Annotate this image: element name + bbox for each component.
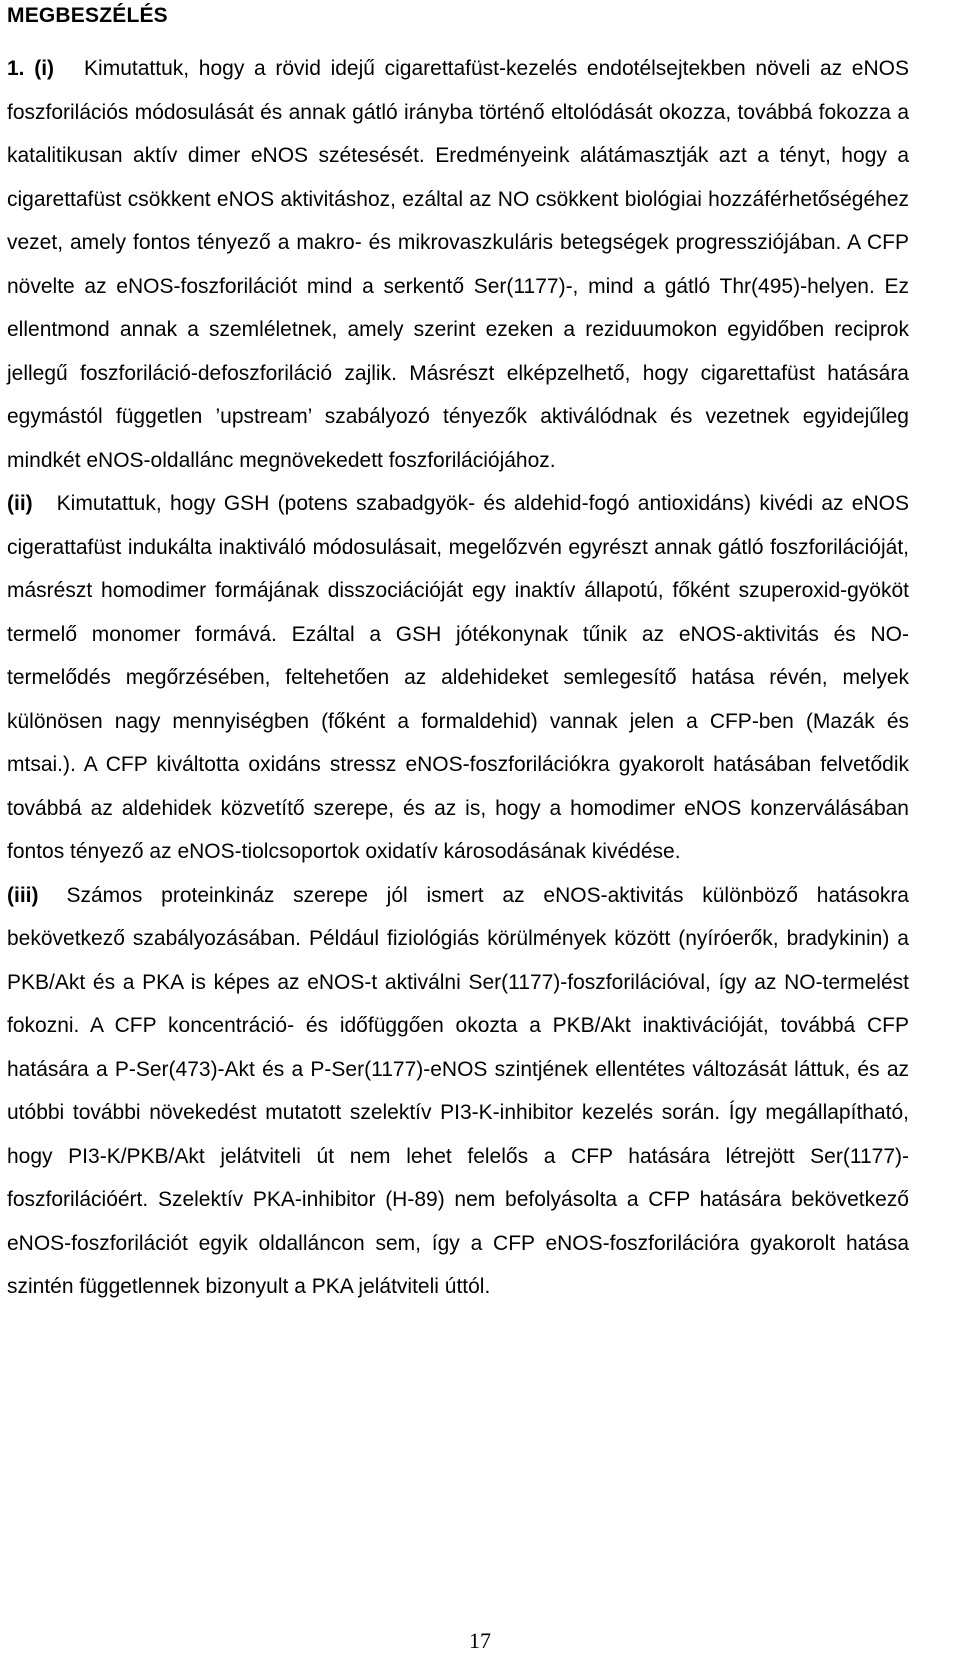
paragraph-text-ii: Kimutattuk, hogy GSH (potens szabadgyök- és aldehid-fogó antioxidáns) kivédi az eNOS cigerattafüst indukálta inaktiváló módosulásait, megelőzvén egyrészt annak gátló foszforilációját, másrészt homodimer formájának disszociációját egy inaktív állapotú, főként szuperoxid-gyököt termelő monomer formává. Ezáltal a GSH jótékonynak tűnik az eNOS-aktivitás és NO-termelődés megőrzésében, feltehetően az aldehideket semlegesítő hatása révén, melyek különösen nagy mennyiségben (főként a formaldehid) vannak jelen a CFP-ben (Mazák és mtsai.). A CFP kiváltotta oxidáns stressz eNOS-foszforilációkra gyakorolt hatásában felvetődik továbbá az aldehidek közvetítő szerepe, és az is, hogy a homodimer eNOS konzerválásában fontos tényező az eNOS-tiolcsoportok oxidatív károsodásának kivédése.: [7, 492, 909, 863]
section-heading: MEGBESZÉLÉS: [7, 4, 168, 27]
paragraph-iii: [7, 874, 909, 1309]
paragraph-marker-iii: (iii): [7, 883, 39, 907]
section-number: 1.: [7, 57, 25, 80]
paragraph-i: [7, 47, 909, 482]
paragraph-marker-i: (i): [34, 57, 55, 80]
paragraph-marker-ii: (ii): [7, 492, 33, 515]
paragraph-text-iii: Számos proteinkináz szerepe jól ismert az eNOS-aktivitás különböző hatásokra bekövetkező szabályozásában. Például fiziológiás körülmények között (nyíróerők, bradykinin) a PKB/Akt és a PKA is képes az eNOS-t aktiválni Ser(1177)-foszforilációval, így az NO-termelést fokozni. A CFP koncentráció- és időfüggően okozta a PKB/Akt inaktivációját, továbbá CFP hatására a P-Ser(473)-Akt és a P-Ser(1177)-eNOS szintjének ellentétes változását láttuk, és az utóbbi további növekedést mutatott szelektív PI3-K-inhibitor kezelés során. Így megállapítható, hogy PI3-K/PKB/Akt jelátviteli út nem lehet felelős a CFP hatására létrejött Ser(1177)-foszforilációért. Szelektív PKA-inhibitor (H-89) nem befolyásolta a CFP hatására bekövetkező eNOS-foszforilációt egyik oldalláncon sem, így a CFP eNOS-foszforilációra gyakorolt hatása szintén függetlennek bizonyult a PKA jelátviteli úttól.: [7, 883, 909, 1298]
page-number: 17: [469, 1628, 491, 1653]
discussion-body: [7, 47, 909, 1309]
paragraph-ii: [7, 482, 909, 874]
paragraph-text-i: Kimutattuk, hogy a rövid idejű cigarettafüst-kezelés endotélsejtekben növeli az eNOS foszforilációs módosulását és annak gátló irányba történő eltolódását okozza, továbbá fokozza a katalitikusan aktív dimer eNOS szétesését. Eredményeink alátámasztják azt a tényt, hogy a cigarettafüst csökkent eNOS aktivitáshoz, ezáltal az NO csökkent biológiai hozzáférhetőségéhez vezet, amely fontos tényező a makro- és mikrovaszkuláris betegségek progressziójában. A CFP növelte az eNOS-foszforilációt mind a serkentő Ser(1177)-, mind a gátló Thr(495)-helyen. Ez ellentmond annak a szemléletnek, amely szerint ezeken a reziduumokon egyidőben reciprok jellegű foszforiláció-defoszforiláció zajlik. Másrészt elképzelhető, hogy cigarettafüst hatására egymástól független ’upstream’ szabályozó tényezők aktiválódnak és vezetnek egyidejűleg mindkét eNOS-oldallánc megnövekedett foszforilációjához.: [7, 57, 909, 472]
